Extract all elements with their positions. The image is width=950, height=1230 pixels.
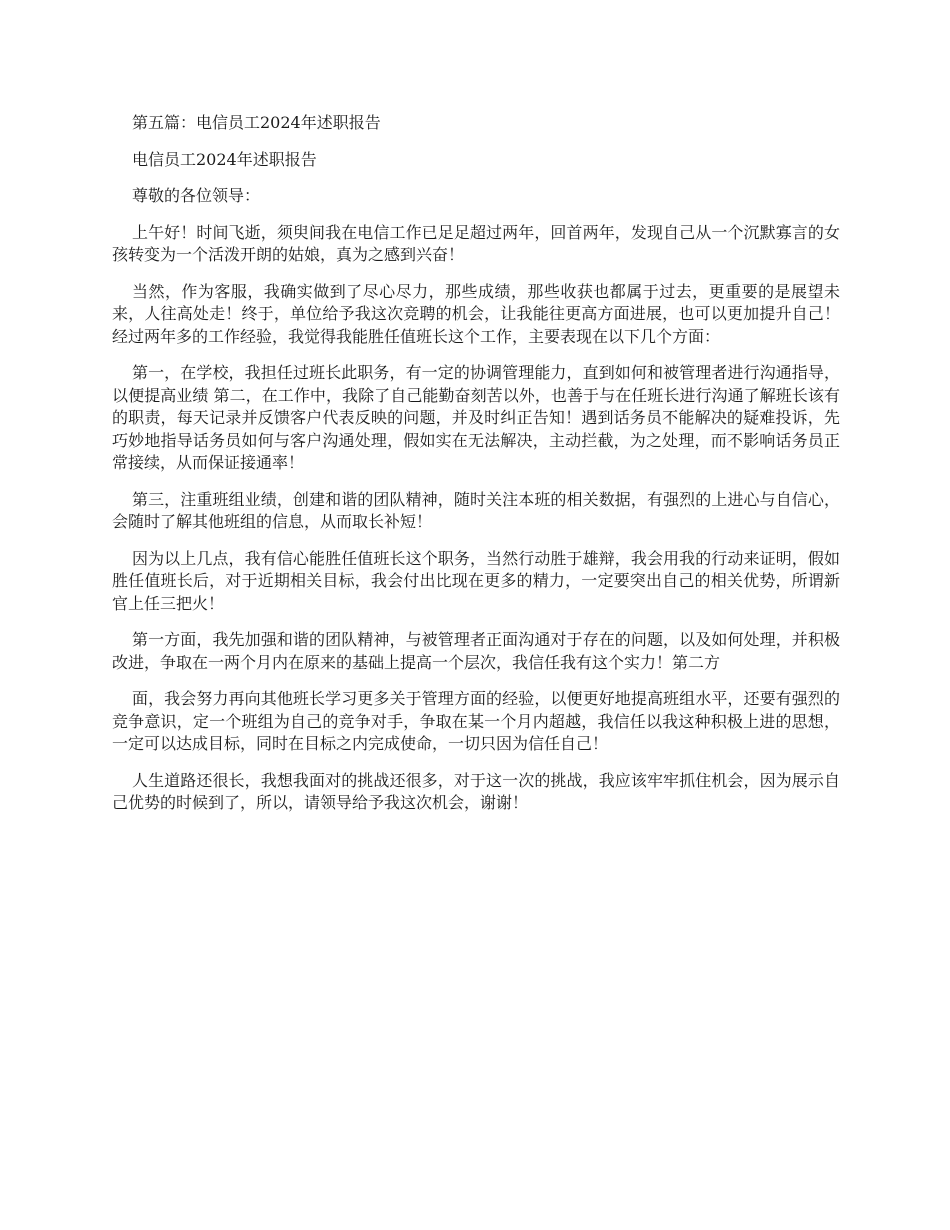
body-paragraph: 因为以上几点，我有信心能胜任值班长这个职务，当然行动胜于雄辩，我会用我的行动来证明，假如胜任值班长后，对于近期相关目标，我会付出比现在更多的精力，一定要突出自己的相关优势，所谓新官上任三把火！ [112, 548, 840, 613]
document-page [112, 112, 840, 829]
body-paragraph: 当然，作为客服，我确实做到了尽心尽力，那些成绩，那些收获也都属于过去，更重要的是展望未来，人往高处走！终于，单位给予我这次竞聘的机会，让我能往更高方面进展，也可以更加提升自己！经过两年多的工作经验，我觉得我能胜任值班长这个工作，主要表现在以下几个方面： [112, 281, 840, 346]
body-paragraph: 面，我会努力再向其他班长学习更多关于管理方面的经验，以便更好地提高班组水平，还要有强烈的竞争意识，定一个班组为自己的竞争对手，争取在某一个月内超越，我信任以我这种积极上进的思想，一定可以达成目标，同时在目标之内完成使命，一切只因为信任自己！ [112, 689, 840, 753]
closing-paragraph: 人生道路还很长，我想我面对的挑战还很多，对于这一次的挑战，我应该牢牢抓住机会，因为展示自己优势的时候到了，所以，请领导给予我这次机会，谢谢！ [112, 770, 840, 812]
document-subtitle: 电信员工2024年述职报告 [132, 149, 317, 169]
body-paragraph: 上午好！时间飞逝，须臾间我在电信工作已足足超过两年，回首两年，发现自己从一个沉默寡言的女孩转变为一个活泼开朗的姑娘，真为之感到兴奋！ [112, 222, 840, 264]
document-heading: 第五篇：电信员工2024年述职报告 [132, 113, 381, 132]
body-paragraph: 第一，在学校，我担任过班长此职务，有一定的协调管理能力，直到如何和被管理者进行沟通指导，以便提高业绩 第二，在工作中，我除了自己能勤奋刻苦以外，也善于与在任班长进行沟通了解班长该有的职责，每天记录并反馈客户代表反映的问题，并及时纠正告知！遇到话务员不能解决的疑难投诉，先巧妙地指导话务员如何与客户沟通处理，假如实在无法解决，主动拦截，为之处理，而不影响话务员正常接续，从而保证接通率！ [112, 363, 840, 472]
body-paragraph: 第一方面，我先加强和谐的团队精神，与被管理者正面沟通对于存在的问题，以及如何处理，并积极改进，争取在一两个月内在原来的基础上提高一个层次，我信任我有这个实力！第二方 [112, 630, 840, 672]
salutation: 尊敬的各位领导： [132, 186, 261, 205]
body-paragraph: 第三，注重班组业绩，创建和谐的团队精神，随时关注本班的相关数据，有强烈的上进心与自信心，会随时了解其他班组的信息，从而取长补短！ [112, 489, 840, 531]
